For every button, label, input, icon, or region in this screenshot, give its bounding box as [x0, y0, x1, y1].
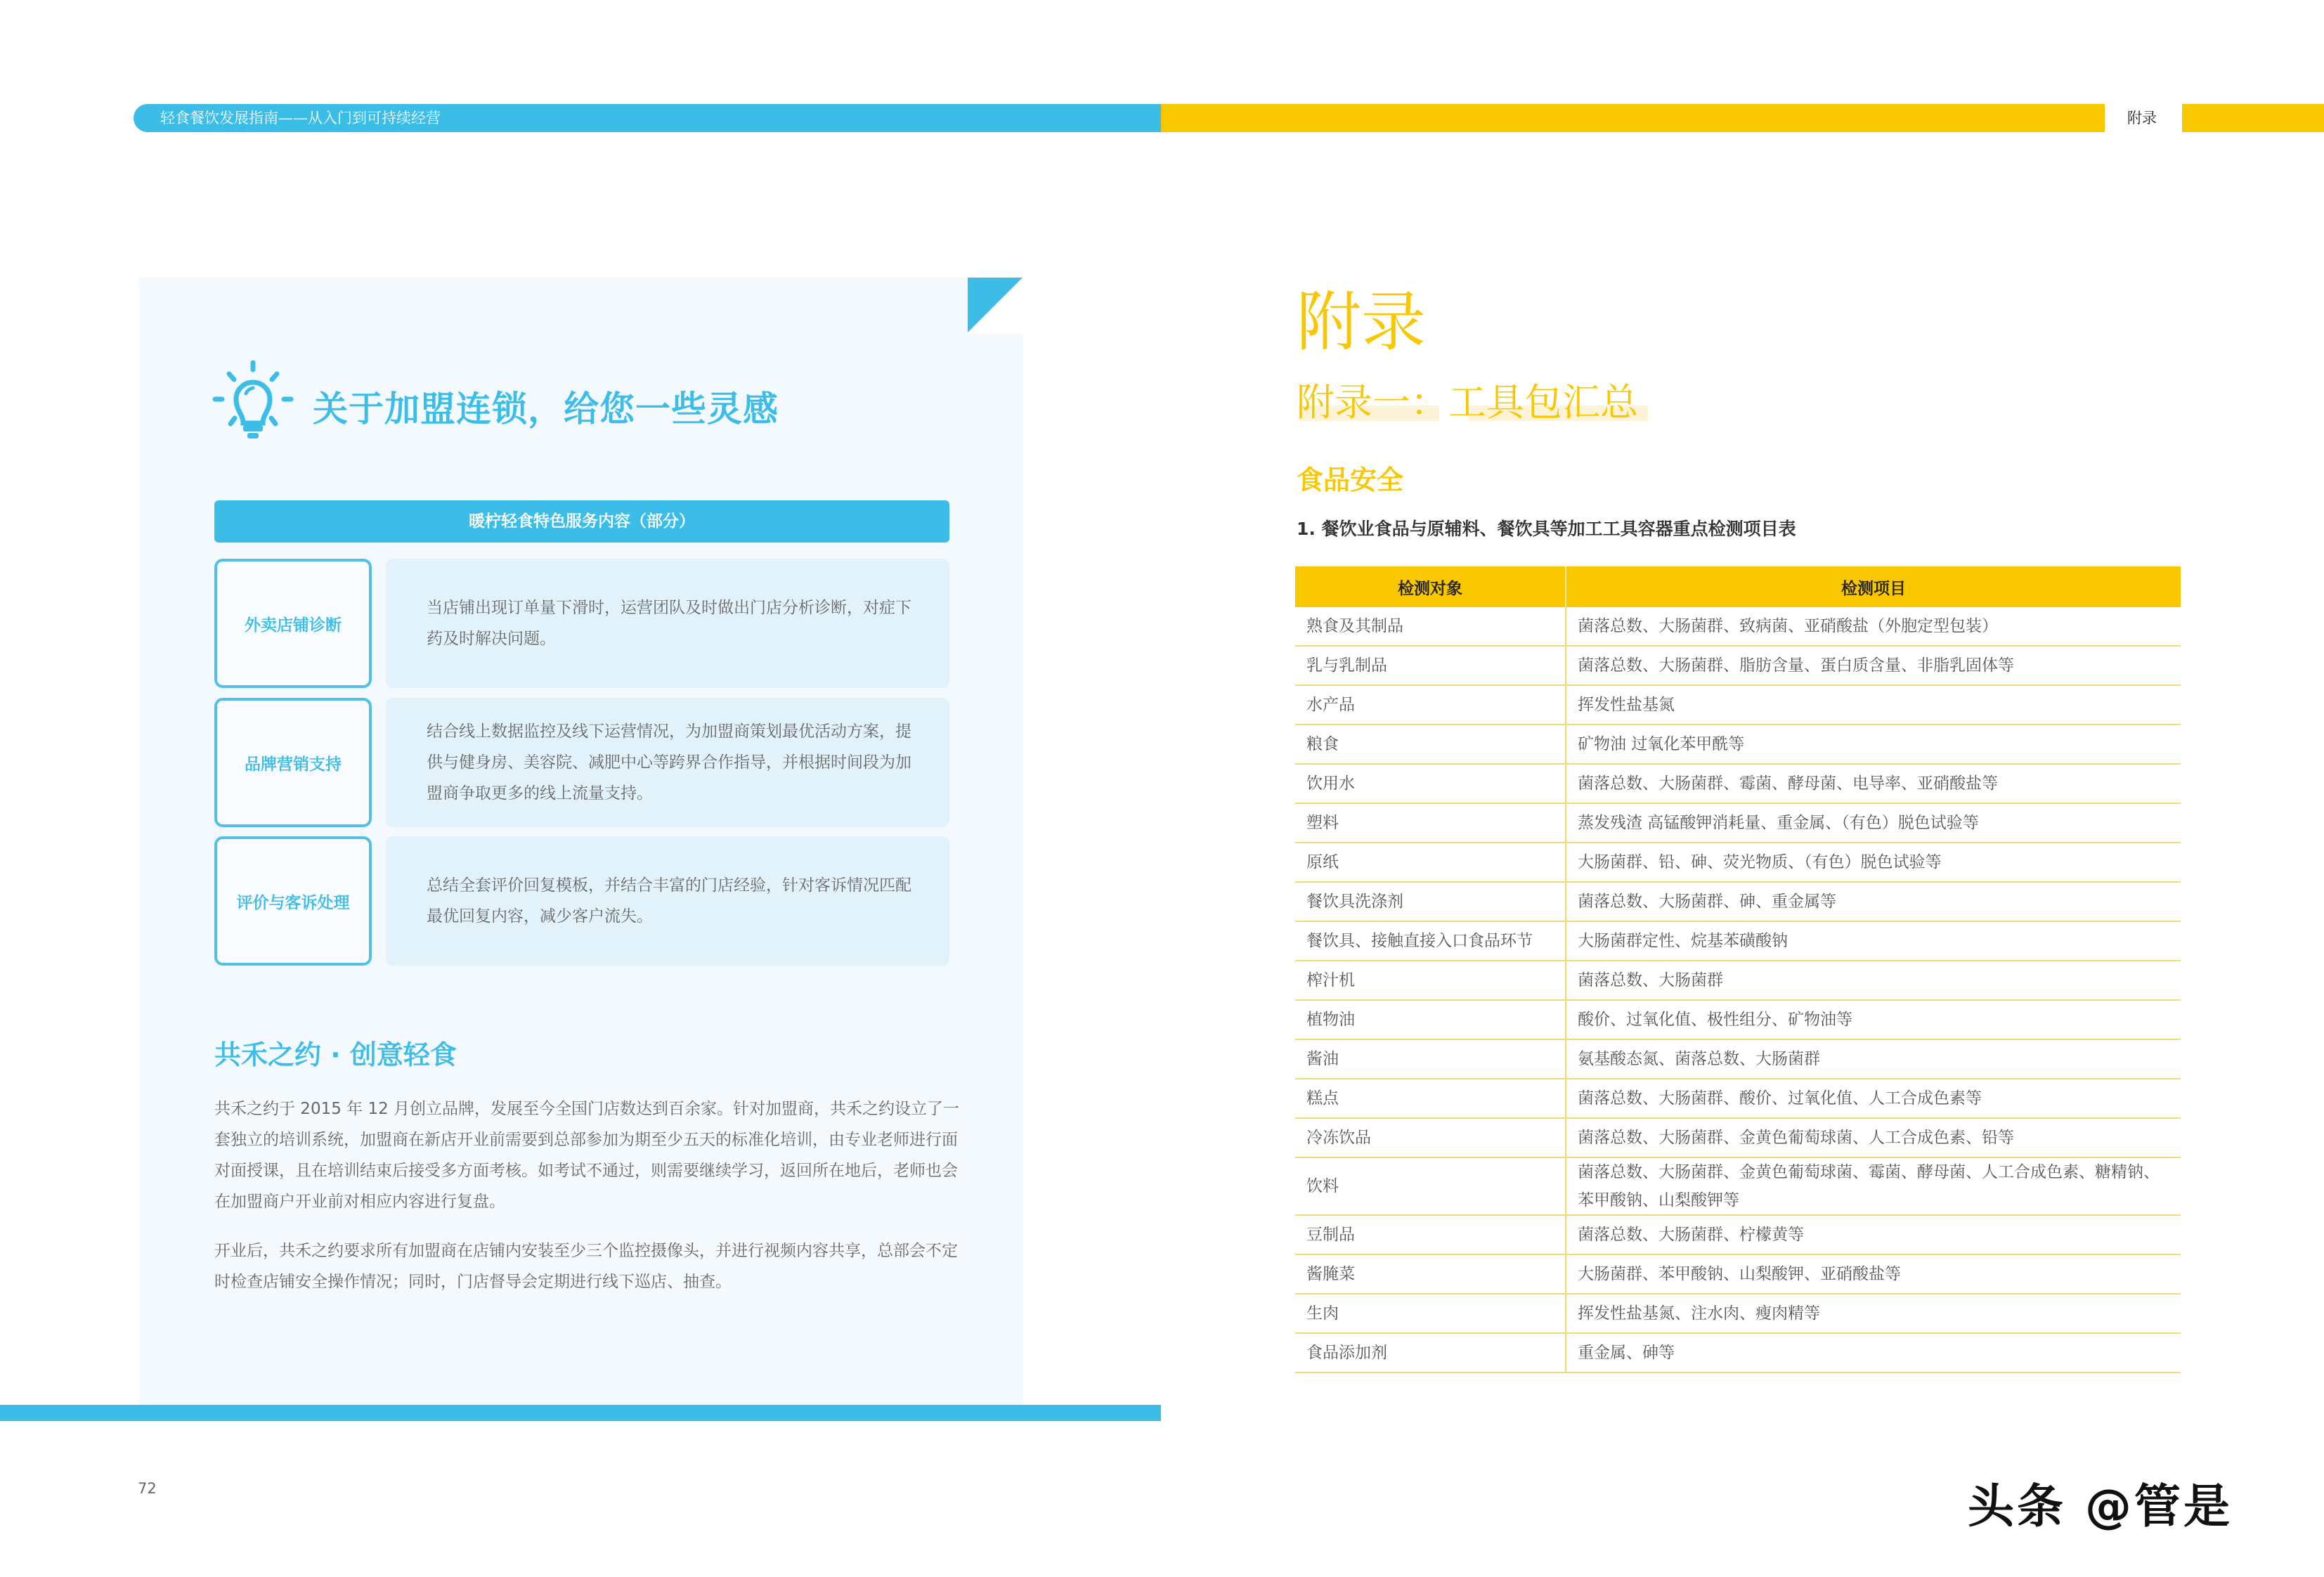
cell-items: 大肠菌群、苯甲酸钠、山梨酸钾、亚硝酸盐等: [1566, 1254, 2181, 1294]
service-label-reviews: [214, 836, 372, 966]
panel-title: 关于加盟连锁，给您一些灵感: [313, 389, 779, 429]
cell-items: 菌落总数、大肠菌群、砷、重金属等: [1566, 882, 2181, 921]
section-label: 附录: [2127, 110, 2157, 126]
book-title: 轻食餐饮发展指南——从入门到可持续经营: [160, 110, 441, 126]
cell-items: 重金属、砷等: [1566, 1333, 2181, 1372]
case-title: 共禾之约 · 创意轻食: [214, 1039, 457, 1070]
footer-band-blue: [0, 1405, 1161, 1421]
cell-object: 餐饮具洗涤剂: [1295, 882, 1566, 921]
case-paragraph-1: 共禾之约于 2015 年 12 月创立品牌，发展至今全国门店数达到百余家。针对加盟商，共禾之约设立了一套独立的培训系统，加盟商在新店开业前需要到总部参加为期至少五天的标准化培训，由专业老师进行面对面授课，且在培训结束后接受多方面考核。如考试不通过，则需要继续学习，返回所在地后，老师也会在加盟商户开业前对相应内容进行复盘。: [214, 1100, 960, 1211]
section-heading: 食品安全: [1297, 465, 1404, 495]
cell-items: 大肠菌群、铅、砷、荧光物质、（有色）脱色试验等: [1566, 843, 2181, 882]
table-row: [1295, 764, 2181, 803]
header-items: 检测项目: [1566, 566, 2181, 607]
cell-object: 糕点: [1295, 1079, 1566, 1118]
appendix-subtitle: 附录一：工具包汇总: [1297, 380, 1638, 424]
table-row: [1295, 1157, 2181, 1215]
service-label-text: 评价与客诉处理: [236, 893, 350, 912]
table-row: [1295, 1333, 2181, 1372]
cell-items: 酸价、过氧化值、极性组分、矿物油等: [1566, 1000, 2181, 1039]
service-desc-diagnosis: [386, 559, 949, 688]
cell-items: 菌落总数、大肠菌群、霉菌、酵母菌、电导率、亚硝酸盐等: [1566, 764, 2181, 803]
lightbulb-icon: [211, 358, 295, 443]
cell-object: 粮食: [1295, 725, 1566, 764]
table-row: [1295, 685, 2181, 725]
table-row: [1295, 1215, 2181, 1254]
cell-object: 榨汁机: [1295, 961, 1566, 1000]
inspection-table: [1295, 566, 2181, 1373]
table-header-row: [1295, 566, 2181, 607]
cell-items: 菌落总数、大肠菌群、致病菌、亚硝酸盐（外胞定型包装）: [1566, 607, 2181, 646]
table-row: [1295, 961, 2181, 1000]
cell-object: 熟食及其制品: [1295, 607, 1566, 646]
appendix-title: 附录: [1297, 285, 1427, 360]
cell-object: 乳与乳制品: [1295, 646, 1566, 685]
service-label-text: 外卖店铺诊断: [245, 616, 342, 635]
service-desc-text: 当店铺出现订单量下滑时，运营团队及时做出门店分析诊断，对症下药及时解决问题。: [427, 599, 911, 648]
table-row: [1295, 607, 2181, 646]
table-row: [1295, 1039, 2181, 1079]
cell-items: 大肠菌群定性、烷基苯磺酸钠: [1566, 921, 2181, 961]
table-row: [1295, 1079, 2181, 1118]
table-row: [1295, 646, 2181, 685]
cell-object: 饮用水: [1295, 764, 1566, 803]
cell-object: 饮料: [1295, 1157, 1566, 1215]
cell-items: 菌落总数、大肠菌群、脂肪含量、蛋白质含量、非脂乳固体等: [1566, 646, 2181, 685]
service-desc-text: 总结全套评价回复模板，并结合丰富的门店经验，针对客诉情况匹配最优回复内容，减少客户流失。: [427, 876, 911, 926]
header-object: 检测对象: [1295, 566, 1566, 607]
header-band-yellow: [1161, 104, 2105, 132]
cell-object: 植物油: [1295, 1000, 1566, 1039]
table-row: [1295, 1000, 2181, 1039]
case-paragraph-2: 开业后，共禾之约要求所有加盟商在店铺内安装至少三个监控摄像头，并进行视频内容共享，总部会不定时检查店铺安全操作情况；同时，门店督导会定期进行线下巡店、抽查。: [214, 1242, 958, 1291]
services-banner: 暖柠轻食特色服务内容（部分）: [214, 500, 949, 543]
table-caption: 1. 餐饮业食品与原辅料、餐饮具等加工工具容器重点检测项目表: [1297, 519, 1796, 539]
service-desc-marketing: [386, 698, 949, 827]
cell-object: 酱油: [1295, 1039, 1566, 1079]
cell-object: 餐饮具、接触直接入口食品环节: [1295, 921, 1566, 961]
cell-items: 菌落总数、大肠菌群: [1566, 961, 2181, 1000]
table-row: [1295, 1254, 2181, 1294]
cell-object: 冷冻饮品: [1295, 1118, 1566, 1157]
service-label-marketing: [214, 698, 372, 827]
cell-items: 挥发性盐基氮: [1566, 685, 2181, 725]
table-row: [1295, 803, 2181, 843]
cell-object: 生肉: [1295, 1294, 1566, 1333]
service-label-diagnosis: [214, 559, 372, 688]
cell-object: 酱腌菜: [1295, 1254, 1566, 1294]
table-row: [1295, 882, 2181, 921]
cell-items: 菌落总数、大肠菌群、柠檬黄等: [1566, 1215, 2181, 1254]
service-desc-reviews: [386, 836, 949, 966]
page-number: 72: [138, 1480, 157, 1497]
cell-object: 原纸: [1295, 843, 1566, 882]
cell-items: 矿物油 过氧化苯甲酰等: [1566, 725, 2181, 764]
table-row: [1295, 921, 2181, 961]
cell-object: 豆制品: [1295, 1215, 1566, 1254]
table-row: [1295, 1294, 2181, 1333]
table-row: [1295, 843, 2181, 882]
watermark: 头条 @管是: [1968, 1479, 2233, 1533]
header-band-yellow-end: [2182, 104, 2324, 132]
cell-items: 菌落总数、大肠菌群、金黄色葡萄球菌、人工合成色素、铅等: [1566, 1118, 2181, 1157]
cell-object: 水产品: [1295, 685, 1566, 725]
cell-items: 菌落总数、大肠菌群、酸价、过氧化值、人工合成色素等: [1566, 1079, 2181, 1118]
panel-corner-fold: [968, 278, 1023, 332]
cell-object: 食品添加剂: [1295, 1333, 1566, 1372]
service-desc-text: 结合线上数据监控及线下运营情况，为加盟商策划最优活动方案，提供与健身房、美容院、减肥中心等跨界合作指导，并根据时间段为加盟商争取更多的线上流量支持。: [427, 722, 911, 803]
service-label-text: 品牌营销支持: [245, 755, 342, 774]
cell-items: 菌落总数、大肠菌群、金黄色葡萄球菌、霉菌、酵母菌、人工合成色素、糖精钠、苯甲酸钠、山梨酸钾等: [1566, 1157, 2181, 1215]
cell-items: 蒸发残渣 高锰酸钾消耗量、重金属、（有色）脱色试验等: [1566, 803, 2181, 843]
cell-items: 挥发性盐基氮、注水肉、瘦肉精等: [1566, 1294, 2181, 1333]
table-row: [1295, 1118, 2181, 1157]
cell-object: 塑料: [1295, 803, 1566, 843]
cell-items: 氨基酸态氮、菌落总数、大肠菌群: [1566, 1039, 2181, 1079]
table-row: [1295, 725, 2181, 764]
